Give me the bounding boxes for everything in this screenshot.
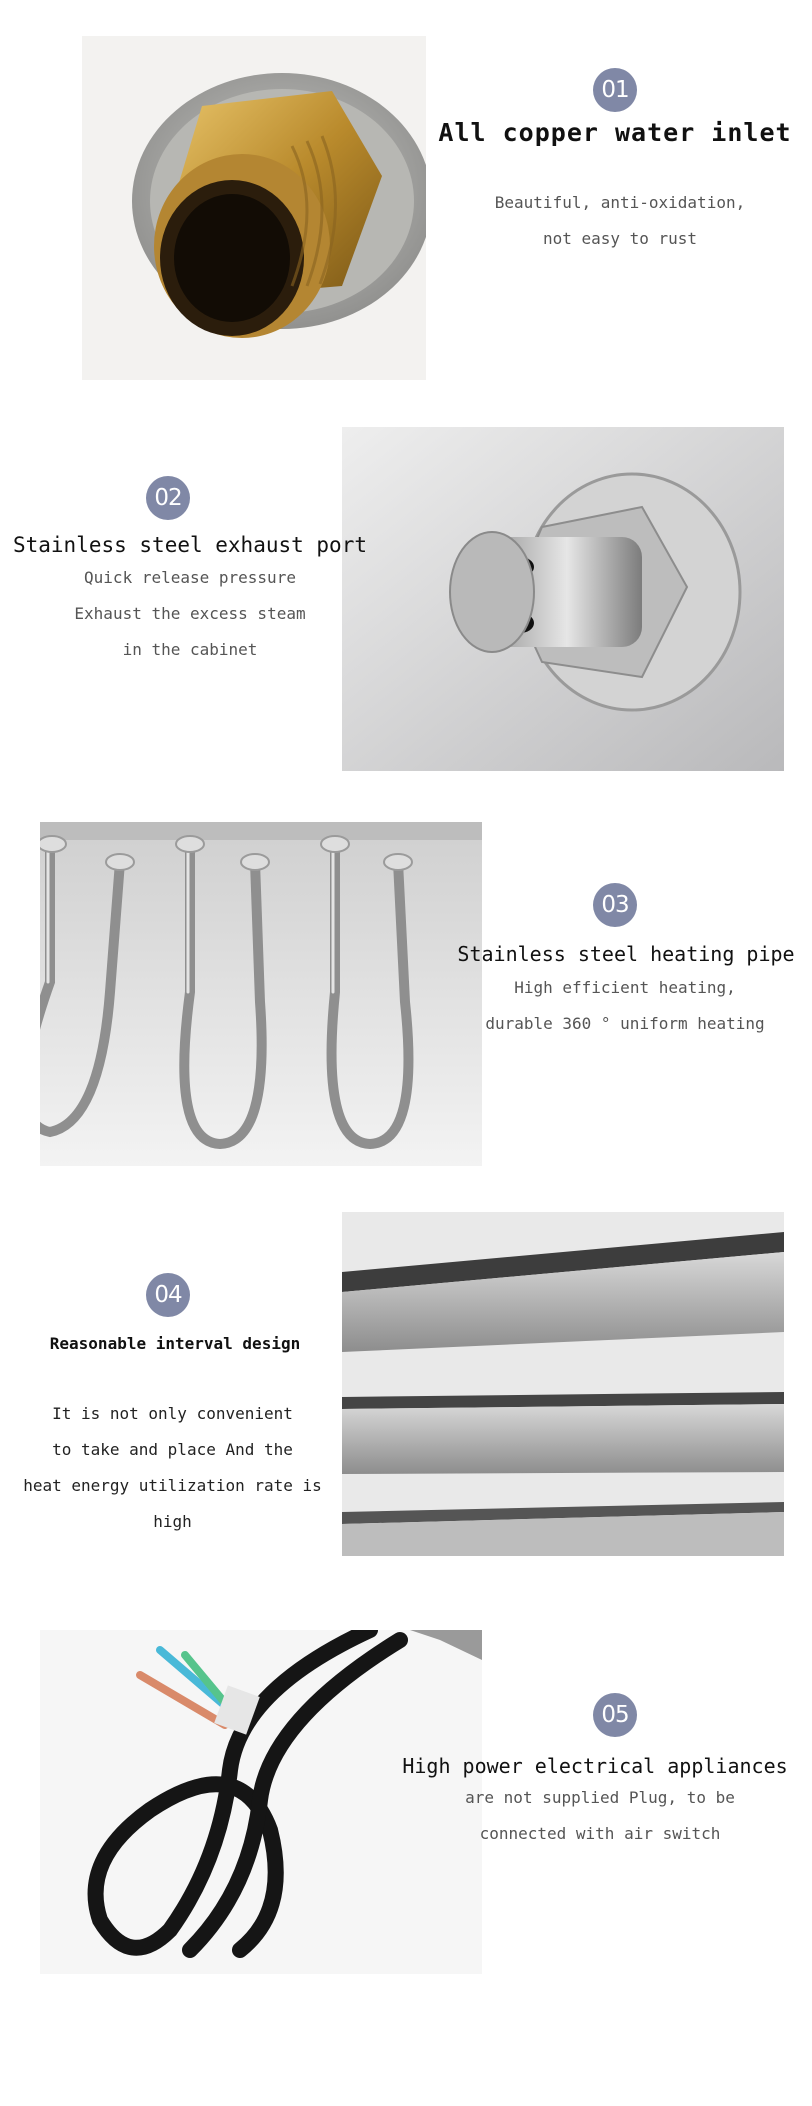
interval-shelf-photo	[342, 1212, 784, 1556]
feature-description: High efficient heating, durable 360 ° uniform heating	[485, 978, 765, 1033]
feature-description: are not supplied Plug, to be connected with air switch	[465, 1788, 735, 1843]
step-badge: 02	[146, 476, 190, 520]
step-badge: 01	[593, 68, 637, 112]
step-badge: 03	[593, 883, 637, 927]
power-cable-photo	[40, 1630, 482, 1974]
feature-description: It is not only convenient to take and place And the heat energy utilization rate is high	[23, 1404, 322, 1531]
feature-power-cable	[0, 1620, 812, 2106]
step-badge: 04	[146, 1273, 190, 1317]
feature-description: Beautiful, anti-oxidation, not easy to rust	[494, 193, 746, 248]
feature-title: Stainless steel exhaust port	[12, 533, 367, 557]
feature-description: Quick release pressure Exhaust the excess steam in the cabinet	[74, 568, 306, 659]
copper-water-inlet-photo	[82, 36, 426, 380]
feature-copper-water-inlet	[0, 0, 812, 400]
heating-pipe-photo	[40, 822, 482, 1166]
feature-heating-pipe	[0, 810, 812, 1210]
feature-title: Stainless steel heating pipe	[457, 942, 795, 966]
exhaust-port-photo	[342, 427, 784, 771]
feature-title: High power electrical appliances	[402, 1754, 788, 1778]
feature-exhaust-port	[0, 400, 812, 810]
feature-title: All copper water inlet	[438, 118, 792, 147]
feature-interval-design	[0, 1210, 812, 1620]
feature-title: Reasonable interval design	[49, 1334, 301, 1353]
step-badge: 05	[593, 1693, 637, 1737]
